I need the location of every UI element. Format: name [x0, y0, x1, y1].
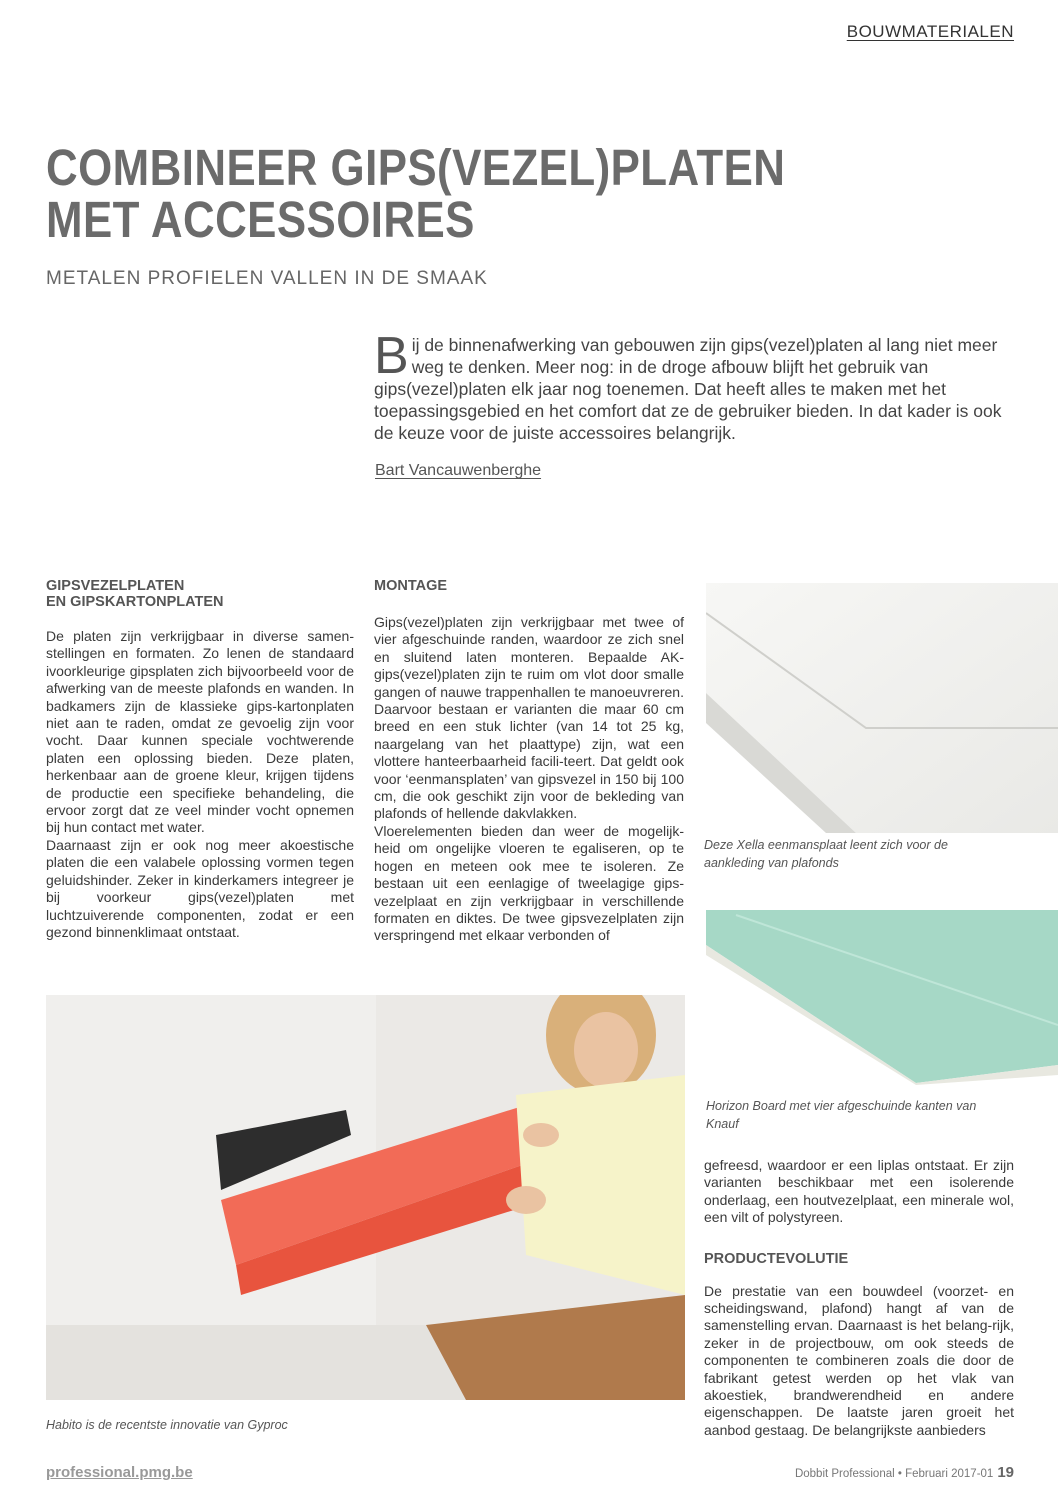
author-name: Bart Vancauwenberghe: [375, 462, 542, 479]
footer-url-link[interactable]: professional.pmg.be: [46, 1464, 193, 1481]
heading-line-1: GIPSVEZELPLATEN: [46, 578, 185, 594]
column-3-paragraph-2: De prestatie van een bouwdeel (voorzet- en scheidingswand, plafond) hangt af van de samenstelling ervan. Daarnaast is het belang-rijk, zeker in de projectbouw, om ook steeds de componenten te combineren zoals die door de fabrikant getest werden op het vlak van akoestiek, brandwerendheid en andere eigenschappen. De laatste jaren groeit het aanbod gestaag. De belangrijkste aanbieders: [704, 1282, 1014, 1438]
article-title: [46, 139, 820, 248]
horizon-caption: Horizon Board met vier afgeschuinde kanten van Knauf: [706, 1099, 977, 1131]
column-2-heading: MONTAGE: [374, 578, 448, 594]
column-2: [374, 578, 684, 945]
article-subtitle: METALEN PROFIELEN VALLEN IN DE SMAAK: [46, 268, 488, 289]
page-number: 19: [997, 1464, 1014, 1481]
heading-line-2: EN GIPSKARTONPLATEN: [46, 594, 224, 610]
column-3: [704, 1157, 1014, 1439]
column-1-heading: [46, 578, 354, 610]
title-line-1: COMBINEER GIPS(VEZEL)PLATEN: [46, 139, 786, 196]
column-3-paragraph-1: gefreesd, waardoor er een liplas ontstaat. Er zijn varianten beschikbaar met een isolerende onderlaag, een houtvezelplaat, een minerale wol, een vilt of polystyreen.: [704, 1157, 1014, 1226]
column-1: [46, 578, 354, 941]
horizon-board-image: [706, 905, 1058, 1085]
column-2-paragraph-1: Gips(vezel)platen zijn verkrijgbaar met twee of vier afgeschuinde randen, waardoor ze zich snel en sluitend laten monteren. Bepaalde AK-gips(vezel)platen zijn te ruim om vlot door smalle gangen of nauwe trappenhallen te manoeuvreren. Daarvoor bestaan er varianten die maar 60 cm breed en een stuk lichter (van 14 tot 25 kg, naargelang van het plaattype) zijn, wat een vlottere hanteerbaarheid facili-teert. Dat geldt ook voor ‘eenmansplaten’ van gipsvezel in 150 bij 100 cm, die ook geschikt zijn voor de bekleding van plafonds of hellende dakvlakken.: [374, 614, 684, 822]
lead-paragraph: [374, 327, 1014, 444]
xella-caption: Deze Xella eenmansplaat leent zich voor de aankleding van plafonds: [704, 838, 948, 870]
lead-text: ij de binnenafwerking van gebouwen zijn gips(vezel)platen al lang niet meer weg te denken. Meer nog: in de droge afbouw blijft het gebruik van gips(vezel)platen elk jaar nog toenemen. Dat heeft alles te maken met het toepassingsgebied en het comfort dat ze de gebruiker bieden. In dat kader is ook de keuze voor de juiste accessoires belangrijk.: [374, 335, 1002, 443]
xella-board-image: [706, 583, 1058, 833]
drop-cap: B: [374, 327, 409, 385]
footer-issue-text: Dobbit Professional • Februari 2017-01: [794, 1468, 994, 1480]
column-1-paragraph-1: De platen zijn verkrijgbaar in diverse samen-stellingen en formaten. Zo lenen de standaard ivoorkleurige gipsplaten zich bijvoorbeeld voor de afwerking van de meeste plafonds en wanden. In badkamers zijn de klassieke gips-kartonplaten niet aan te raden, omdat ze gevoelig zijn voor vocht. Daar kunnen speciale vochtwerende platen een oplossing bieden. Deze platen, herkenbaar aan de groene kleur, krijgen tijdens de productie een specifieke behandeling, die ervoor zorgt dat ze veel minder vocht opnemen bij hun contact met water.: [46, 628, 354, 836]
column-2-paragraph-2: Vloerelementen bieden dan weer de mogelijk-heid om ongelijke vloeren te egaliseren, op te hogen en meteen ook mee te isoleren. Ze bestaan uit een eenlagige of tweelagige gips-vezelplaat en zijn verkrijgbaar in verschillende formaten en diktes. De twee gipsvezelplaten zijn verspringend met elkaar verbonden of: [374, 822, 684, 944]
habito-shelf-photo: [46, 995, 685, 1400]
column-3-heading: PRODUCTEVOLUTIE: [704, 1250, 849, 1267]
section-label: BOUWMATERIALEN: [846, 22, 1014, 41]
title-line-2: MET ACCESSOIRES: [46, 191, 475, 248]
footer-issue: [795, 1464, 1014, 1481]
habito-caption: Habito is de recentste innovatie van Gyproc: [46, 1418, 288, 1432]
column-1-paragraph-2: Daarnaast zijn er ook nog meer akoestische platen die een valabele oplossing vormen tegen geluidshinder. Zeker in kinderkamers integreer je bij voorkeur gips(vezel)platen met luchtzuiverende componenten, zodat er een gezond binnenklimaat ontstaat.: [46, 836, 354, 940]
